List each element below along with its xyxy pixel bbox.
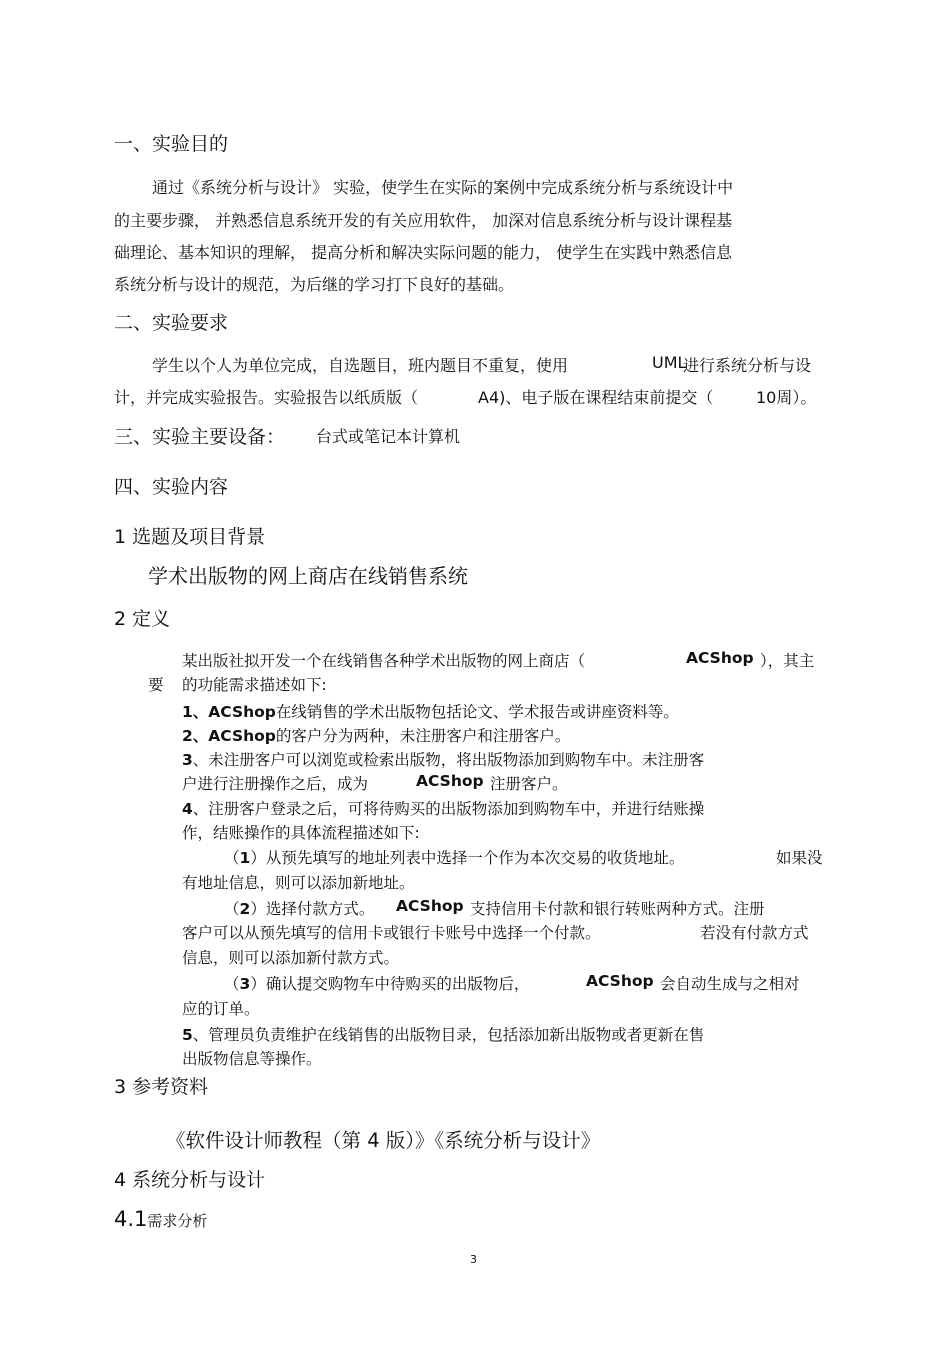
requirement-item-5-line-1 <box>182 1023 704 1045</box>
heading-system-analysis: 4 系统分析与设计 <box>114 1169 266 1191</box>
item-text: 、管理员负责维护在线销售的出版物目录，包括添加新出版物或者更新在售 <box>192 1026 705 1044</box>
heading-topic-background: 1 选题及项目背景 <box>114 526 266 548</box>
definition-intro-brand: ACShop <box>686 649 754 667</box>
definition-intro-c: 的功能需求描述如下: <box>182 676 327 694</box>
checkout-step-3-line-2: 应的订单。 <box>182 1000 260 1018</box>
definition-intro-a: 某出版社拟开发一个在线销售各种学术出版物的网上商店（ <box>182 652 586 670</box>
item-brand: 、ACShop <box>192 727 276 745</box>
requirement-item-3-brand: ACShop <box>416 772 484 790</box>
step-text: ）选择付款方式。 <box>250 900 375 918</box>
section-title: 需求分析 <box>147 1212 208 1230</box>
paren-open: （ <box>224 975 240 993</box>
heading-definition: 2 定义 <box>114 608 171 630</box>
definition-intro-yao: 要 <box>148 676 164 694</box>
item-number: 3 <box>182 751 193 769</box>
heading-references: 3 参考资料 <box>114 1076 209 1098</box>
section-number: 4.1 <box>114 1207 148 1231</box>
requirement-item-3-line-2a: 户进行注册操作之后，成为 <box>182 775 369 793</box>
page-number: 3 <box>470 1253 477 1266</box>
step-text: ）从预先填写的地址列表中选择一个作为本次交易的收货地址。 <box>250 849 685 867</box>
requirement-item-5-line-2: 出版物信息等操作。 <box>182 1050 322 1068</box>
item-brand: 、ACShop <box>192 703 276 721</box>
item-text: 的客户分为两种，未注册客户和注册客户。 <box>275 727 571 745</box>
requirements-line-1a: 学生以个人为单位完成，自选题目，班内题目不重复，使用 <box>152 356 569 375</box>
heading-experiment-content: 四、实验内容 <box>114 476 229 498</box>
requirement-item-1 <box>182 700 679 722</box>
item-text: 、未注册客户可以浏览或检索出版物，将出版物添加到购物车中。未注册客 <box>192 751 705 769</box>
step-number: 2 <box>239 900 251 918</box>
project-title: 学术出版物的网上商店在线销售系统 <box>148 564 468 588</box>
requirement-item-3-line-2b: 注册客户。 <box>490 775 568 793</box>
requirements-line-2a: 计，并完成实验报告。实验报告以纸质版（ <box>114 388 419 407</box>
step-number: 1 <box>239 849 251 867</box>
requirement-item-3-line-1 <box>182 748 704 770</box>
item-number: 2 <box>182 727 193 745</box>
paren-open: （ <box>224 849 240 867</box>
step-text: ）确认提交购物车中待购买的出版物后， <box>250 975 530 993</box>
requirements-uml: UML <box>652 353 687 372</box>
item-text: 、注册客户登录之后，可将待购买的出版物添加到购物车中，并进行结账操 <box>192 800 705 818</box>
purpose-line-1: 通过《系统分析与设计》 实验，使学生在实际的案例中完成系统分析与系统设计中 <box>152 178 734 197</box>
requirement-item-2 <box>182 724 570 746</box>
checkout-step-2-line-1 <box>224 897 374 919</box>
heading-experiment-purpose: 一、实验目的 <box>114 133 229 155</box>
purpose-line-2: 的主要步骤， 并熟悉信息系统开发的有关应用软件， 加深对信息系统分析与设计课程基 <box>114 211 733 230</box>
step-number: 3 <box>239 975 251 993</box>
checkout-step-2-line-2b: 若没有付款方式 <box>700 924 809 942</box>
checkout-step-2-line-3: 信息，则可以添加新付款方式。 <box>182 949 400 967</box>
checkout-step-2-brand: ACShop <box>396 897 464 915</box>
checkout-step-3-brand: ACShop <box>586 972 654 990</box>
checkout-step-3-line-1c: 会自动生成与之相对 <box>660 975 800 993</box>
checkout-step-2-line-1c: 支持信用卡付款和银行转账两种方式。注册 <box>470 900 765 918</box>
heading-requirements-analysis <box>114 1207 207 1231</box>
heading-experiment-requirements: 二、实验要求 <box>114 312 229 334</box>
purpose-line-4: 系统分析与设计的规范，为后继的学习打下良好的基础。 <box>114 275 515 294</box>
requirements-line-1c: 进行系统分析与设 <box>683 356 812 375</box>
item-number: 1 <box>182 703 193 721</box>
checkout-step-1-line-2: 有地址信息，则可以添加新地址。 <box>182 874 415 892</box>
paren-open: （ <box>224 900 240 918</box>
checkout-step-1-line-1 <box>224 846 684 868</box>
definition-intro-b: ），其主 <box>760 652 815 670</box>
purpose-line-3: 础理论、基本知识的理解， 提高分析和解决实际问题的能力， 使学生在实践中熟悉信息 <box>114 243 733 262</box>
item-number: 4 <box>182 800 193 818</box>
item-number: 5 <box>182 1026 193 1044</box>
checkout-step-2-line-2a: 客户可以从预先填写的信用卡或银行卡账号中选择一个付款。 <box>182 924 601 942</box>
checkout-step-1-line-1c: 如果没 <box>776 849 823 867</box>
requirement-item-4-line-2: 作，结账操作的具体流程描述如下: <box>182 824 420 842</box>
checkout-step-3-line-1 <box>224 972 529 994</box>
requirements-line-2b: A4)、电子版在课程结束前提交（ <box>478 388 714 407</box>
requirement-item-4-line-1 <box>182 797 704 819</box>
equipment-value: 台式或笔记本计算机 <box>316 427 461 446</box>
references-list: 《软件设计师教程（第 4 版）》《系统分析与设计》 <box>166 1129 601 1152</box>
requirements-line-2c: 10周）。 <box>756 388 817 407</box>
heading-main-equipment: 三、实验主要设备： <box>114 426 286 448</box>
item-text: 在线销售的学术出版物包括论文、学术报告或讲座资料等。 <box>275 703 679 721</box>
